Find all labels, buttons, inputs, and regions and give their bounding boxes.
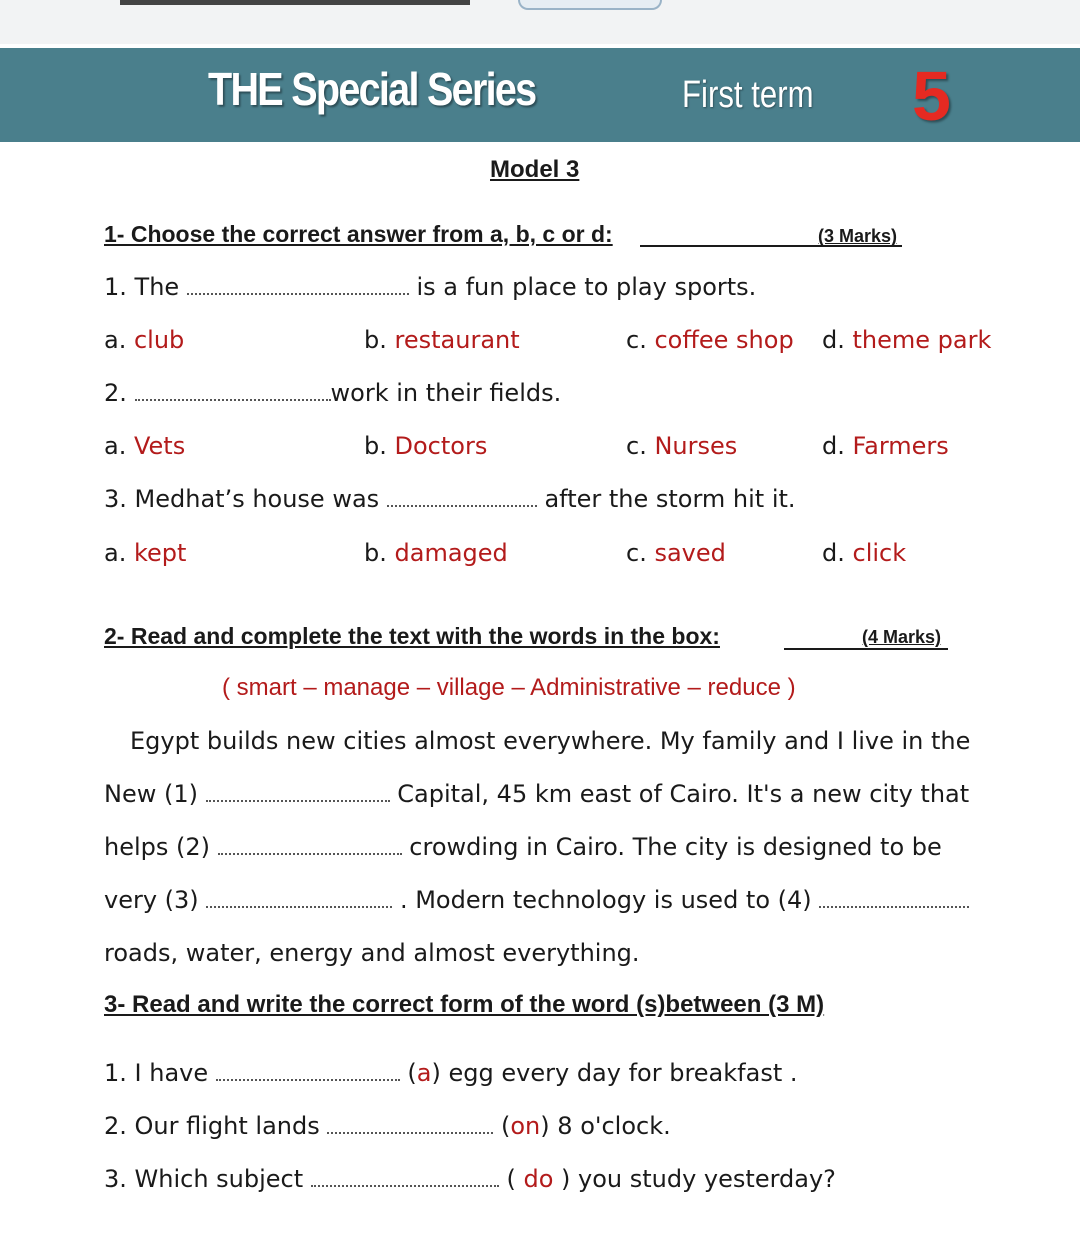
question-3-after: after the storm hit it.: [544, 485, 796, 513]
answer-blank[interactable]: [311, 1175, 499, 1187]
question-1-after: is a fun place to play sports.: [416, 273, 757, 301]
option-letter: a.: [104, 539, 127, 567]
blank-1[interactable]: [206, 790, 390, 802]
q2-option-c[interactable]: [626, 432, 737, 460]
option-letter: d.: [822, 326, 845, 354]
option-letter: b.: [364, 326, 387, 354]
blank-2[interactable]: [218, 843, 402, 855]
passage-text: . Modern technology is used to (4): [399, 886, 812, 914]
bracket: (: [501, 1112, 511, 1140]
option-text: damaged: [394, 539, 508, 567]
option-letter: d.: [822, 432, 845, 460]
q1-option-d[interactable]: [822, 326, 991, 354]
series-title: THE Special Series: [208, 63, 536, 115]
option-text: club: [133, 326, 185, 354]
option-text: restaurant: [394, 326, 520, 354]
option-text: click: [852, 539, 907, 567]
option-letter: a.: [104, 432, 127, 460]
section3-item-3: [104, 1165, 836, 1193]
bracket: (: [506, 1165, 524, 1193]
question-2: [104, 379, 561, 407]
blank-4[interactable]: [819, 896, 969, 908]
option-letter: b.: [364, 539, 387, 567]
question-3-before: 3. Medhat’s house was: [104, 485, 380, 513]
item-text: 2. Our flight lands: [104, 1112, 320, 1140]
passage-line-4: [104, 886, 969, 914]
option-text: theme park: [852, 326, 992, 354]
term-label: First term: [682, 74, 814, 116]
answer-blank[interactable]: [187, 283, 409, 295]
option-letter: c.: [626, 326, 647, 354]
section3-heading: 3- Read and write the correct form of the word (s)between (3 M): [104, 991, 825, 1018]
section3-item-2: [104, 1112, 671, 1140]
item-text: 8 o'clock.: [557, 1112, 671, 1140]
section2-heading: 2- Read and complete the text with the words in the box:: [104, 623, 720, 649]
option-text: Doctors: [394, 432, 488, 460]
header-banner: [0, 48, 1080, 142]
answer-blank[interactable]: [387, 495, 537, 507]
answer-blank[interactable]: [135, 389, 331, 401]
passage-text: New (1): [104, 780, 198, 808]
bracket: ): [553, 1165, 571, 1193]
passage-line-1: Egypt builds new cities almost everywhere. My family and I live in the: [130, 727, 971, 755]
blank-3[interactable]: [206, 896, 392, 908]
section1-marks: (3 Marks): [818, 226, 898, 246]
given-word: a: [416, 1059, 432, 1087]
passage-text: Capital, 45 km east of Cairo. It's a new city that: [397, 780, 970, 808]
option-text: coffee shop: [654, 326, 794, 354]
q1-option-b[interactable]: [364, 326, 520, 354]
option-text: kept: [133, 539, 187, 567]
given-word: on: [510, 1112, 541, 1140]
option-letter: c.: [626, 539, 647, 567]
bracket: ): [540, 1112, 550, 1140]
heading-underline-extension: [784, 648, 948, 650]
section1-heading: 1- Choose the correct answer from a, b, c or d:: [104, 221, 613, 247]
option-text: Vets: [133, 432, 186, 460]
section2-marks: (4 Marks): [862, 627, 942, 647]
top-strip: [0, 0, 1080, 44]
q2-option-b[interactable]: [364, 432, 487, 460]
given-word: do: [523, 1165, 554, 1193]
question-2-after: work in their fields.: [330, 379, 562, 407]
bracket: ): [431, 1059, 441, 1087]
word-box: ( smart – manage – village – Administrative – reduce ): [222, 674, 796, 701]
question-2-before: 2.: [104, 379, 127, 407]
item-text: 1. I have: [104, 1059, 209, 1087]
passage-line-3: [104, 833, 942, 861]
passage-text: helps (2): [104, 833, 211, 861]
answer-blank[interactable]: [327, 1122, 493, 1134]
q3-option-a[interactable]: [104, 539, 186, 567]
question-1-before: 1. The: [104, 273, 180, 301]
passage-text: very (3): [104, 886, 199, 914]
q1-option-a[interactable]: [104, 326, 184, 354]
q2-option-d[interactable]: [822, 432, 949, 460]
q1-option-c[interactable]: [626, 326, 794, 354]
option-text: Farmers: [852, 432, 949, 460]
item-text: you study yesterday?: [578, 1165, 836, 1193]
bracket: (: [407, 1059, 417, 1087]
passage-line-2: [104, 780, 969, 808]
cropped-name-mark: [120, 0, 470, 5]
q3-option-c[interactable]: [626, 539, 726, 567]
option-letter: d.: [822, 539, 845, 567]
model-title: Model 3: [490, 156, 580, 183]
passage-line-5: roads, water, energy and almost everything.: [104, 939, 640, 967]
option-text: Nurses: [654, 432, 738, 460]
section3-item-1: [104, 1059, 798, 1087]
option-letter: a.: [104, 326, 127, 354]
passage-text: crowding in Cairo. The city is designed to be: [409, 833, 942, 861]
q3-option-b[interactable]: [364, 539, 508, 567]
grade-number: 5: [912, 57, 951, 135]
item-text: 3. Which subject: [104, 1165, 304, 1193]
q3-option-d[interactable]: [822, 539, 906, 567]
option-letter: c.: [626, 432, 647, 460]
option-letter: b.: [364, 432, 387, 460]
question-1: [104, 273, 756, 301]
item-text: egg every day for breakfast .: [448, 1059, 798, 1087]
q2-option-a[interactable]: [104, 432, 185, 460]
cropped-tab-shape: [518, 0, 662, 10]
option-text: saved: [654, 539, 726, 567]
question-3: [104, 485, 796, 513]
answer-blank[interactable]: [216, 1069, 400, 1081]
